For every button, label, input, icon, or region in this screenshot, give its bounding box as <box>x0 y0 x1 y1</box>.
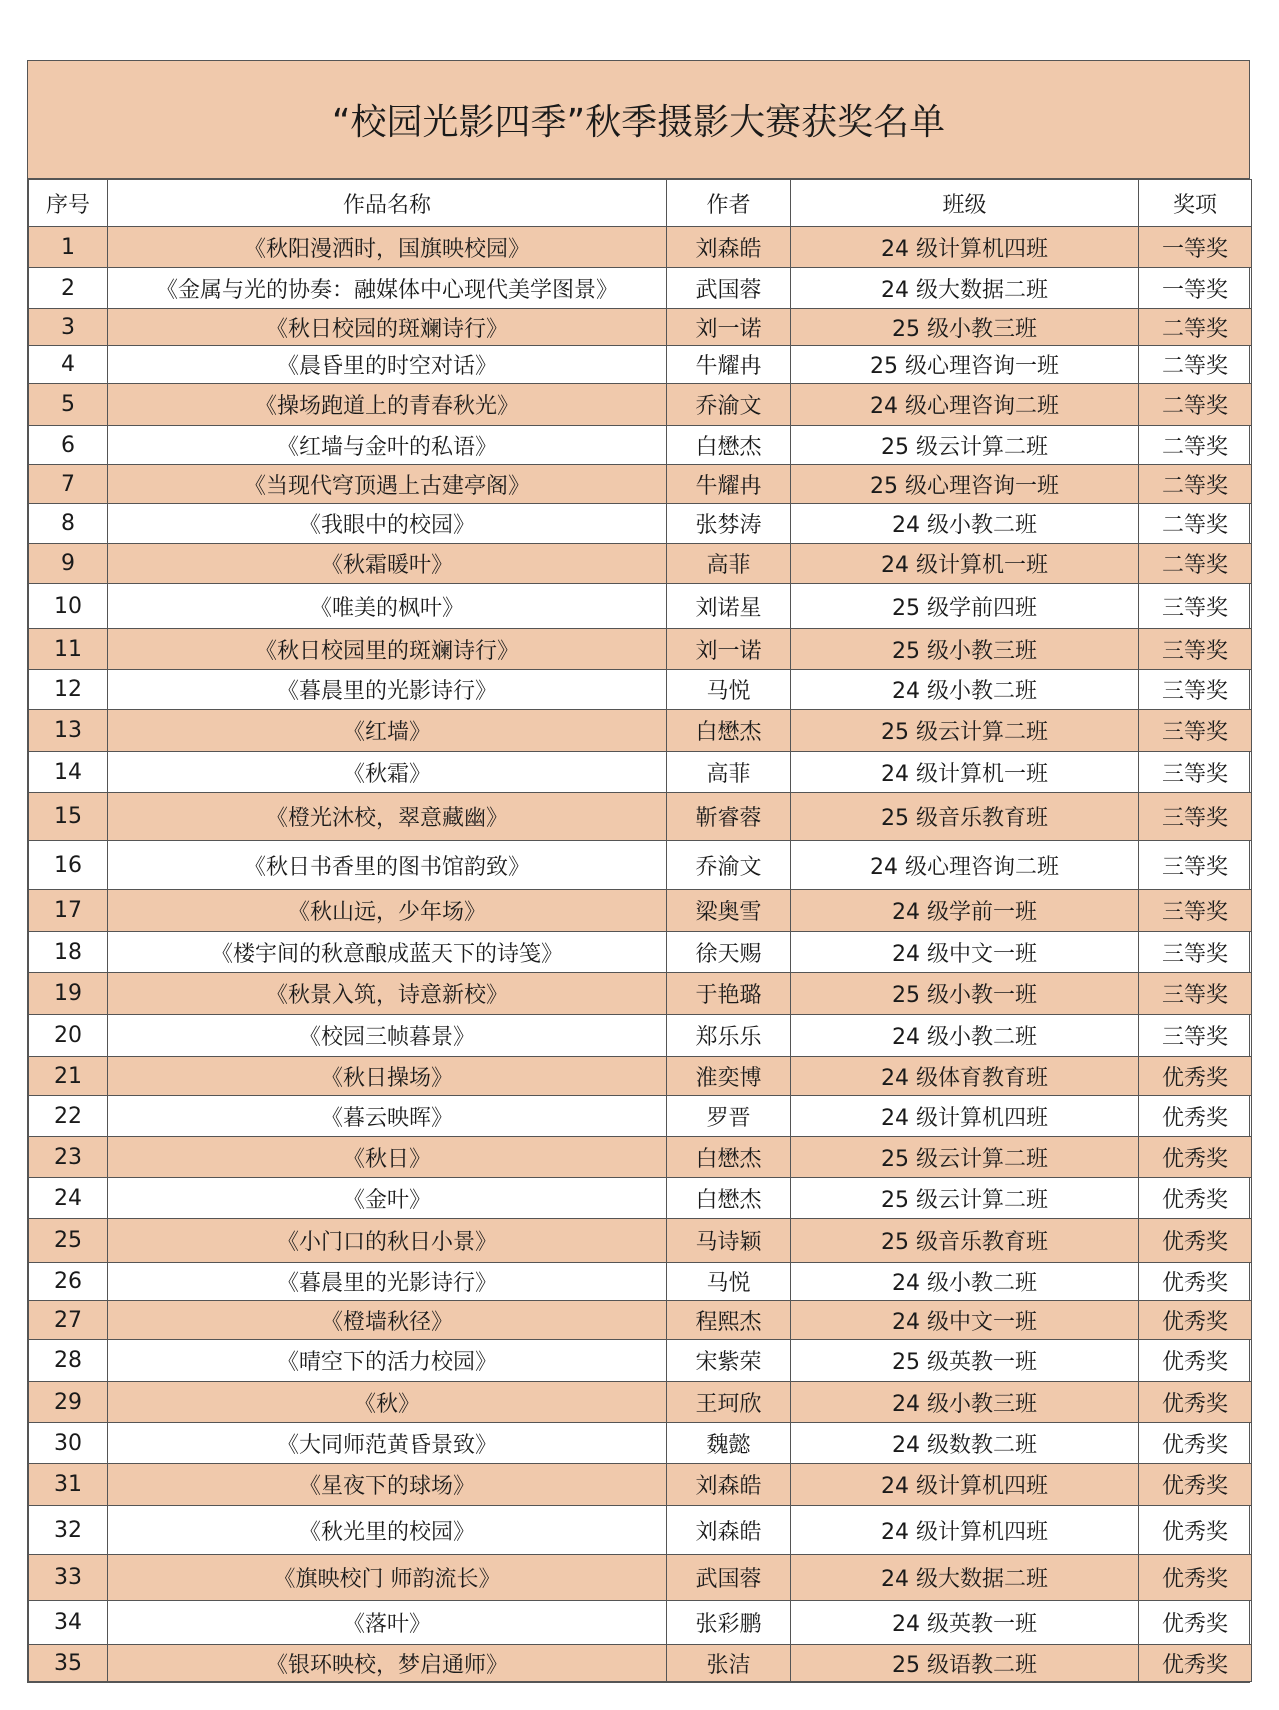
row-award: 二等奖 <box>1139 465 1252 504</box>
row-author: 徐天赐 <box>667 932 791 973</box>
row-author: 刘一诺 <box>667 309 791 346</box>
row-work-title: 《校园三帧暮景》 <box>108 1015 667 1057</box>
table-row <box>29 346 1252 384</box>
sheet-title: “校园光影四季”秋季摄影大赛获奖名单 <box>28 61 1249 179</box>
table-row <box>29 1263 1252 1301</box>
row-award: 优秀奖 <box>1139 1382 1252 1423</box>
row-class: 24 级数教二班 <box>791 1423 1139 1464</box>
row-class: 24 级中文一班 <box>791 1301 1139 1340</box>
row-index: 14 <box>29 752 108 793</box>
row-index: 29 <box>29 1382 108 1423</box>
row-author: 武国蓉 <box>667 268 791 309</box>
row-class: 24 级小教二班 <box>791 504 1139 544</box>
row-author: 高菲 <box>667 544 791 584</box>
row-award: 优秀奖 <box>1139 1464 1252 1506</box>
row-award: 三等奖 <box>1139 752 1252 793</box>
row-award: 优秀奖 <box>1139 1219 1252 1263</box>
row-index: 8 <box>29 504 108 544</box>
row-class: 24 级小教二班 <box>791 670 1139 710</box>
row-author: 于艳璐 <box>667 973 791 1015</box>
row-work-title: 《秋日书香里的图书馆韵致》 <box>108 841 667 890</box>
row-class: 24 级大数据二班 <box>791 268 1139 309</box>
header-work-title: 作品名称 <box>108 180 667 227</box>
row-class: 25 级小教一班 <box>791 973 1139 1015</box>
row-award: 优秀奖 <box>1139 1423 1252 1464</box>
row-class: 24 级英教一班 <box>791 1601 1139 1645</box>
row-award: 一等奖 <box>1139 268 1252 309</box>
row-award: 优秀奖 <box>1139 1601 1252 1645</box>
row-index: 32 <box>29 1506 108 1555</box>
header-index: 序号 <box>29 180 108 227</box>
table-row <box>29 890 1252 932</box>
row-index: 34 <box>29 1601 108 1645</box>
table-row <box>29 1423 1252 1464</box>
row-index: 27 <box>29 1301 108 1340</box>
award-table <box>28 179 1252 1682</box>
table-row <box>29 584 1252 629</box>
row-work-title: 《金属与光的协奏：融媒体中心现代美学图景》 <box>108 268 667 309</box>
row-index: 21 <box>29 1057 108 1096</box>
row-author: 白懋杰 <box>667 426 791 465</box>
row-author: 刘森皓 <box>667 227 791 268</box>
row-work-title: 《暮晨里的光影诗行》 <box>108 670 667 710</box>
row-index: 4 <box>29 346 108 384</box>
row-work-title: 《落叶》 <box>108 1601 667 1645</box>
row-award: 三等奖 <box>1139 932 1252 973</box>
table-row <box>29 1645 1252 1682</box>
row-author: 罗晋 <box>667 1096 791 1137</box>
row-class: 24 级大数据二班 <box>791 1555 1139 1601</box>
row-class: 24 级计算机四班 <box>791 1096 1139 1137</box>
row-work-title: 《秋霜》 <box>108 752 667 793</box>
row-award: 优秀奖 <box>1139 1263 1252 1301</box>
row-award: 三等奖 <box>1139 841 1252 890</box>
row-work-title: 《秋景入筑，诗意新校》 <box>108 973 667 1015</box>
row-work-title: 《当现代穹顶遇上古建亭阁》 <box>108 465 667 504</box>
row-index: 26 <box>29 1263 108 1301</box>
row-work-title: 《橙墙秋径》 <box>108 1301 667 1340</box>
row-index: 33 <box>29 1555 108 1601</box>
row-class: 24 级计算机一班 <box>791 544 1139 584</box>
row-award: 三等奖 <box>1139 1015 1252 1057</box>
row-index: 20 <box>29 1015 108 1057</box>
row-work-title: 《银环映校，梦启通师》 <box>108 1645 667 1682</box>
row-index: 35 <box>29 1645 108 1682</box>
row-index: 15 <box>29 793 108 841</box>
row-index: 17 <box>29 890 108 932</box>
row-class: 24 级心理咨询二班 <box>791 841 1139 890</box>
row-work-title: 《秋霜暖叶》 <box>108 544 667 584</box>
row-award: 二等奖 <box>1139 504 1252 544</box>
row-award: 优秀奖 <box>1139 1301 1252 1340</box>
row-author: 郑乐乐 <box>667 1015 791 1057</box>
row-class: 24 级中文一班 <box>791 932 1139 973</box>
row-award: 一等奖 <box>1139 227 1252 268</box>
table-row <box>29 1382 1252 1423</box>
row-award: 二等奖 <box>1139 384 1252 426</box>
table-row <box>29 1057 1252 1096</box>
row-award: 二等奖 <box>1139 346 1252 384</box>
row-index: 25 <box>29 1219 108 1263</box>
table-row <box>29 1096 1252 1137</box>
row-work-title: 《秋日》 <box>108 1137 667 1178</box>
header-award: 奖项 <box>1139 180 1252 227</box>
row-author: 乔渝文 <box>667 841 791 890</box>
row-award: 三等奖 <box>1139 670 1252 710</box>
table-row <box>29 1015 1252 1057</box>
row-work-title: 《晴空下的活力校园》 <box>108 1340 667 1382</box>
row-author: 张彩鹏 <box>667 1601 791 1645</box>
table-row <box>29 465 1252 504</box>
row-index: 23 <box>29 1137 108 1178</box>
table-row <box>29 1555 1252 1601</box>
row-work-title: 《橙光沐校，翠意藏幽》 <box>108 793 667 841</box>
row-author: 马悦 <box>667 1263 791 1301</box>
row-index: 22 <box>29 1096 108 1137</box>
row-work-title: 《金叶》 <box>108 1178 667 1219</box>
row-index: 2 <box>29 268 108 309</box>
row-work-title: 《旗映校门 师韵流长》 <box>108 1555 667 1601</box>
row-author: 武国蓉 <box>667 1555 791 1601</box>
row-award: 优秀奖 <box>1139 1555 1252 1601</box>
row-index: 3 <box>29 309 108 346</box>
row-index: 5 <box>29 384 108 426</box>
row-class: 24 级计算机四班 <box>791 1506 1139 1555</box>
row-class: 25 级云计算二班 <box>791 710 1139 752</box>
table-row <box>29 227 1252 268</box>
row-author: 魏懿 <box>667 1423 791 1464</box>
row-work-title: 《秋日操场》 <box>108 1057 667 1096</box>
row-award: 优秀奖 <box>1139 1340 1252 1382</box>
row-index: 10 <box>29 584 108 629</box>
row-work-title: 《晨昏里的时空对话》 <box>108 346 667 384</box>
row-index: 31 <box>29 1464 108 1506</box>
row-author: 程熙杰 <box>667 1301 791 1340</box>
table-row <box>29 629 1252 670</box>
row-index: 7 <box>29 465 108 504</box>
row-class: 24 级计算机四班 <box>791 227 1139 268</box>
row-author: 梁奥雪 <box>667 890 791 932</box>
header-class: 班级 <box>791 180 1139 227</box>
row-author: 刘森皓 <box>667 1464 791 1506</box>
row-class: 24 级计算机一班 <box>791 752 1139 793</box>
row-award: 二等奖 <box>1139 426 1252 465</box>
row-class: 25 级云计算二班 <box>791 426 1139 465</box>
row-author: 张洁 <box>667 1645 791 1682</box>
row-award: 二等奖 <box>1139 309 1252 346</box>
row-class: 25 级音乐教育班 <box>791 1219 1139 1263</box>
table-row <box>29 504 1252 544</box>
row-class: 24 级小教二班 <box>791 1015 1139 1057</box>
row-class: 25 级音乐教育班 <box>791 793 1139 841</box>
table-row <box>29 973 1252 1015</box>
table-row <box>29 670 1252 710</box>
row-index: 13 <box>29 710 108 752</box>
row-class: 24 级学前一班 <box>791 890 1139 932</box>
row-author: 白懋杰 <box>667 1178 791 1219</box>
row-work-title: 《秋光里的校园》 <box>108 1506 667 1555</box>
row-work-title: 《楼宇间的秋意酿成蓝天下的诗笺》 <box>108 932 667 973</box>
row-award: 二等奖 <box>1139 544 1252 584</box>
row-index: 11 <box>29 629 108 670</box>
row-class: 25 级学前四班 <box>791 584 1139 629</box>
table-row <box>29 1506 1252 1555</box>
row-author: 刘一诺 <box>667 629 791 670</box>
header-author: 作者 <box>667 180 791 227</box>
row-work-title: 《暮云映晖》 <box>108 1096 667 1137</box>
row-work-title: 《秋日校园的斑斓诗行》 <box>108 309 667 346</box>
row-author: 乔渝文 <box>667 384 791 426</box>
row-award: 三等奖 <box>1139 629 1252 670</box>
row-index: 1 <box>29 227 108 268</box>
row-index: 12 <box>29 670 108 710</box>
row-author: 靳睿蓉 <box>667 793 791 841</box>
award-list-sheet <box>27 60 1250 1683</box>
table-row <box>29 268 1252 309</box>
table-row <box>29 426 1252 465</box>
row-index: 9 <box>29 544 108 584</box>
row-class: 25 级心理咨询一班 <box>791 465 1139 504</box>
table-row <box>29 1219 1252 1263</box>
row-class: 24 级小教三班 <box>791 1382 1139 1423</box>
table-row <box>29 309 1252 346</box>
table-row <box>29 1137 1252 1178</box>
table-row <box>29 1301 1252 1340</box>
row-author: 刘森皓 <box>667 1506 791 1555</box>
table-row <box>29 710 1252 752</box>
row-work-title: 《大同师范黄昏景致》 <box>108 1423 667 1464</box>
row-class: 24 级小教二班 <box>791 1263 1139 1301</box>
row-class: 25 级小教三班 <box>791 309 1139 346</box>
row-author: 白懋杰 <box>667 710 791 752</box>
table-row <box>29 1601 1252 1645</box>
row-author: 宋紫荣 <box>667 1340 791 1382</box>
table-row <box>29 932 1252 973</box>
row-author: 牛耀冉 <box>667 465 791 504</box>
row-work-title: 《我眼中的校园》 <box>108 504 667 544</box>
row-award: 三等奖 <box>1139 973 1252 1015</box>
row-class: 24 级心理咨询二班 <box>791 384 1139 426</box>
row-author: 淮奕博 <box>667 1057 791 1096</box>
row-author: 张棼涛 <box>667 504 791 544</box>
row-author: 马诗颖 <box>667 1219 791 1263</box>
row-award: 三等奖 <box>1139 710 1252 752</box>
row-work-title: 《红墙与金叶的私语》 <box>108 426 667 465</box>
row-award: 优秀奖 <box>1139 1137 1252 1178</box>
row-award: 优秀奖 <box>1139 1096 1252 1137</box>
row-author: 高菲 <box>667 752 791 793</box>
row-award: 优秀奖 <box>1139 1506 1252 1555</box>
row-award: 优秀奖 <box>1139 1057 1252 1096</box>
row-work-title: 《秋山远，少年场》 <box>108 890 667 932</box>
row-class: 24 级体育教育班 <box>791 1057 1139 1096</box>
row-work-title: 《秋日校园里的斑斓诗行》 <box>108 629 667 670</box>
row-work-title: 《红墙》 <box>108 710 667 752</box>
row-award: 优秀奖 <box>1139 1645 1252 1682</box>
row-work-title: 《秋》 <box>108 1382 667 1423</box>
row-class: 24 级计算机四班 <box>791 1464 1139 1506</box>
row-index: 16 <box>29 841 108 890</box>
row-class: 25 级心理咨询一班 <box>791 346 1139 384</box>
row-class: 25 级英教一班 <box>791 1340 1139 1382</box>
row-index: 24 <box>29 1178 108 1219</box>
table-row <box>29 1464 1252 1506</box>
row-author: 刘诺星 <box>667 584 791 629</box>
row-author: 白懋杰 <box>667 1137 791 1178</box>
table-row <box>29 793 1252 841</box>
table-header-row <box>29 180 1252 227</box>
row-work-title: 《操场跑道上的青春秋光》 <box>108 384 667 426</box>
row-class: 25 级云计算二班 <box>791 1178 1139 1219</box>
row-work-title: 《唯美的枫叶》 <box>108 584 667 629</box>
table-row <box>29 1340 1252 1382</box>
table-row <box>29 752 1252 793</box>
row-author: 马悦 <box>667 670 791 710</box>
table-row <box>29 544 1252 584</box>
table-row <box>29 841 1252 890</box>
row-award: 三等奖 <box>1139 890 1252 932</box>
row-index: 6 <box>29 426 108 465</box>
row-class: 25 级语教二班 <box>791 1645 1139 1682</box>
row-work-title: 《星夜下的球场》 <box>108 1464 667 1506</box>
row-author: 王珂欣 <box>667 1382 791 1423</box>
row-award: 优秀奖 <box>1139 1178 1252 1219</box>
table-row <box>29 1178 1252 1219</box>
row-work-title: 《暮晨里的光影诗行》 <box>108 1263 667 1301</box>
row-author: 牛耀冉 <box>667 346 791 384</box>
row-index: 28 <box>29 1340 108 1382</box>
row-index: 30 <box>29 1423 108 1464</box>
row-index: 19 <box>29 973 108 1015</box>
row-work-title: 《小门口的秋日小景》 <box>108 1219 667 1263</box>
row-class: 25 级云计算二班 <box>791 1137 1139 1178</box>
table-row <box>29 384 1252 426</box>
row-index: 18 <box>29 932 108 973</box>
row-award: 三等奖 <box>1139 793 1252 841</box>
row-class: 25 级小教三班 <box>791 629 1139 670</box>
row-work-title: 《秋阳漫洒时，国旗映校园》 <box>108 227 667 268</box>
row-award: 三等奖 <box>1139 584 1252 629</box>
